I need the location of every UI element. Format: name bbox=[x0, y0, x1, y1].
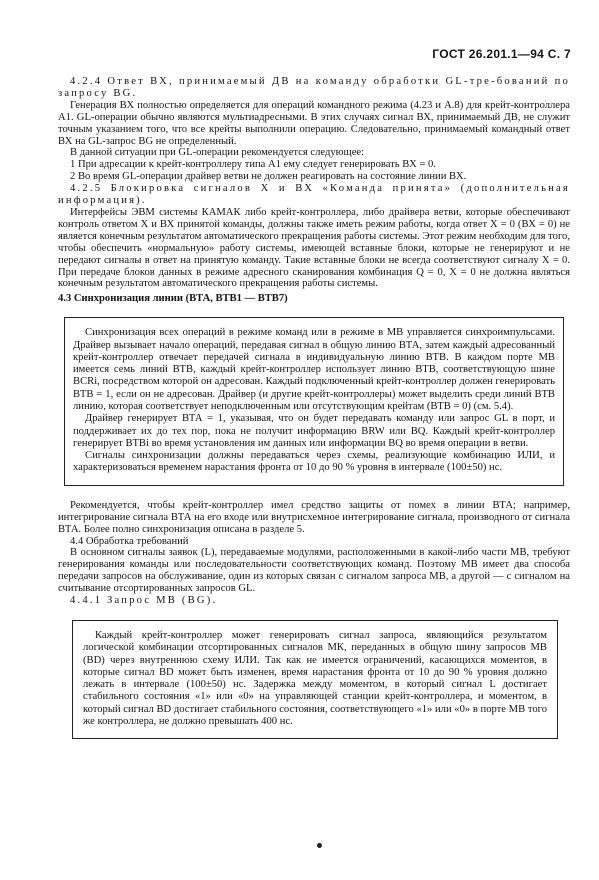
clause-4-2-5-heading: 4.2.5 Блокировка сигналов Х и ВХ «Команда принята» (дополнительная информация). bbox=[58, 183, 570, 207]
boxed-text-request bbox=[72, 620, 558, 739]
box2-paragraph-1: Каждый крейт-контроллер может генерировать сигнал запроса, являющийся результатом логической комбинации отсортированных сигналов МК, переданных в общую шину запросов МВ (BD) через внутреннюю схему ИЛИ. Так как не имеется ограничений, касающихся моментов, в которые сигнал BD может быть изменен, время нарастания фронта от 10 до 90 % уровня должно лежать в интервале (100±50) нс. Задержка между моментом, в который сигнал L достигает стабильного состояния «1» или «0» на управляющей станции крейт-контроллера, и моментом, в который сигнал BD достигает стабильного состояния, соответствующего «1» или «0» в порте МВ того же контроллера, не должно превышать 400 нс. bbox=[83, 629, 547, 728]
page-header: ГОСТ 26.201.1—94 С. 7 bbox=[432, 47, 571, 61]
box1-paragraph-1: Синхронизация всех операций в режиме команд или в режиме в МВ управляется синхроимпульсами. Драйвер вызывает начало операций, передавая сигнал в общую линию ВТА, затем каждый адресованный крейт-контроллер отвечает передачей сигнала в индивидуальную линию ВТВ. В каждом порте МВ имеется семь линий ВТВ, каждый крейт-контроллер использует линию ВТВ, соответствующую шине BCRi, посредством которой он адресован. Каждый подключенный крейт-контроллер должен генерировать ВТВ = 1, если он не адресован. Драйвер (и другие крейт-контроллеры) может выделить среди линий ВТВ линию, которая соответствует неподключенным или отсутствующим крейтам (ВТВ = 0) (см. 5.4). bbox=[73, 327, 555, 412]
page-mark-dot bbox=[317, 843, 322, 848]
paragraph-interfaces: Интерфейсы ЭВМ системы КАМАК либо крейт-контроллера, либо драйвера ветви, которые обеспечивают контроль ответом Х и ВХ принятой команды, должны также иметь режим работы, когда ответ Х = 0 (ВХ = 0) не является конечным результатом автоматического прекращения работы системы. Этот режим необходим для того, чтобы обеспечить «нормальную» работу системы, имеющей вставные блоки, которые не генерируют и не передают сигналы в ответ на принятую команду. Такие вставные блоки не всегда соответствуют сигналу Х = 0. При передаче блоков данных в режиме адресного сканирования комбинация Q = 0, Х = 0 не должна являться конечным результатом автоматического прекращения работы системы. bbox=[58, 206, 570, 290]
document-body bbox=[58, 76, 570, 739]
box1-paragraph-3: Сигналы синхронизации должны передаваться через схемы, реализующие комбинацию ИЛИ, и характеризоваться временем нарастания фронта от 10 до 90 % уровня в интервале (100±50) нс. bbox=[73, 450, 555, 474]
paragraph-noise-protection: Рекомендуется, чтобы крейт-контроллер имел средство защиты от помех в линии ВТА; например, интегрирование сигнала ВТА на его входе или внутрисхемное интегрирование сигнала, производного от сигнала ВТА. Более полно синхронизация описана в разделе 5. bbox=[58, 499, 570, 535]
section-4-4-heading: 4.4 Обработка требований bbox=[70, 535, 189, 547]
paragraph-request-signals: В основном сигналы заявок (L), передаваемые модулями, расположенными в какой-либо части МВ, требуют генерирования команды или последовательности соответствующих команд. Поэтому МВ имеет два способа передачи запросов на обслуживание, один из которых связан с сигналом запроса МВ, а другой — с сигналом на считывание отсортированных запросов GL. bbox=[58, 547, 570, 595]
paragraph-bx-generation: Генерация ВХ полностью определяется для операций командного режима (4.23 и А.8) для крейт-контроллера А1. GL-операции обычно являются мультиадресными. В этих случаях сигнал ВХ, принимаемый ДВ, не служит точным указанием того, что все крейты выполнили операцию. Следовательно, принимаемый командный ответ ВХ на GL-запрос BG не определенный. bbox=[58, 99, 570, 147]
box1-paragraph-2: Драйвер генерирует ВТА = 1, указывая, что он будет передавать команду или запрос GL в порт, и поддерживает их до тех пор, пока не получит информацию BRW или BQ. Каждый крейт-контроллер генерирует ВТВi во время установления им данных или информации BQ во время операции в ветви. bbox=[73, 413, 555, 449]
paragraph-recommendation-intro: В данной ситуации при GL-операции рекомендуется следующее: bbox=[70, 147, 365, 159]
list-item-1: 1 При адресации к крейт-контроллеру типа А1 ему следует генерировать ВХ = 0. bbox=[70, 159, 436, 171]
clause-4-2-4-heading: 4.2.4 Ответ ВХ, принимаемый ДВ на команду обработки GL-тре-бований по запросу BG. bbox=[58, 76, 570, 99]
section-4-3-heading: 4.3 Синхронизация линии (ВТА, ВТВ1 — ВТВ7) bbox=[58, 293, 288, 305]
clause-4-4-1-heading: 4.4.1 Запрос МВ (BG). bbox=[70, 595, 218, 607]
list-item-2: 2 Во время GL-операции драйвер ветви не должен реагировать на состояние линии ВХ. bbox=[70, 171, 467, 183]
boxed-text-synchronization bbox=[64, 317, 564, 486]
